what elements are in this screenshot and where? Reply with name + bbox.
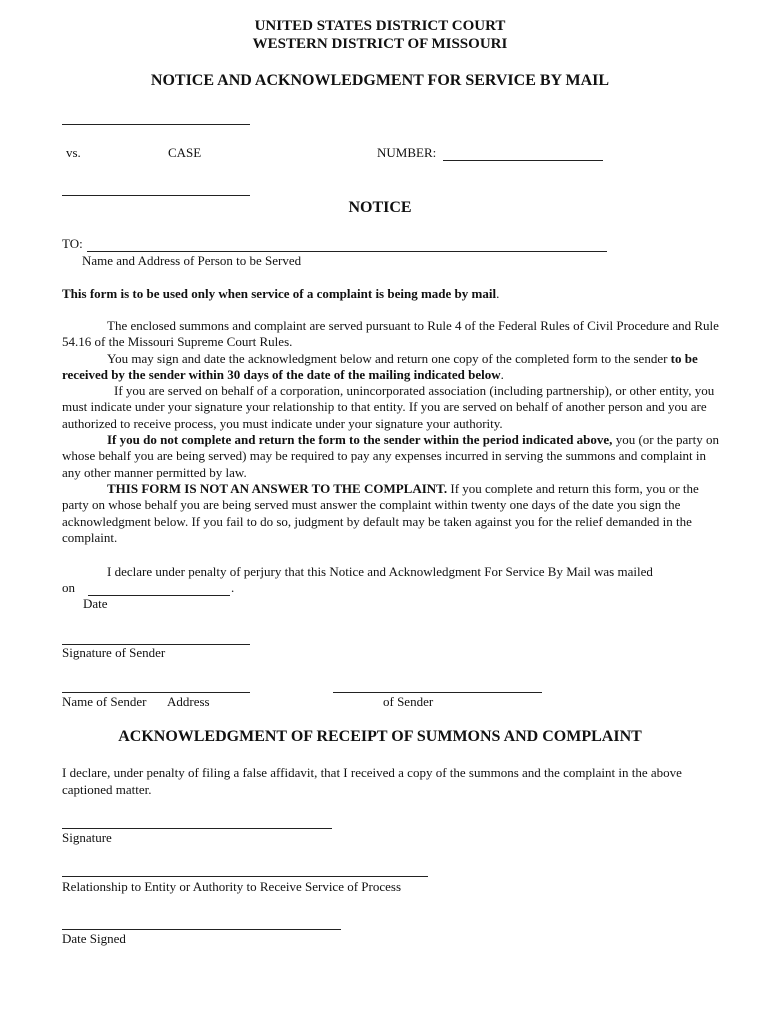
date-caption: Date — [83, 596, 108, 611]
on-label: on — [62, 580, 75, 595]
of-sender-caption: of Sender — [383, 694, 434, 709]
usage-note-end: . — [496, 286, 500, 301]
number-label: NUMBER: — [377, 145, 437, 160]
p5-text-bold: THIS FORM IS NOT AN ANSWER TO THE COMPLAINT. — [107, 480, 448, 496]
p2-text-a: You may sign and date the acknowledgment below and return one copy of the completed form to the sender — [107, 350, 671, 366]
relationship-caption: Relationship to Entity or Authority to Receive Service of Process — [62, 879, 402, 894]
notice-paragraph-5 — [62, 481, 722, 546]
plaintiff-line[interactable] — [62, 124, 250, 125]
vs-label: vs. — [66, 145, 81, 160]
p4-text-bold: If you do not complete and return the form to the sender within the period indicated above, — [107, 432, 613, 448]
recipient-signature-caption: Signature — [62, 830, 112, 845]
p2-text-bold: to be received by the sender within 30 days of the date of the mailing indicated below — [62, 350, 698, 382]
case-label: CASE — [168, 145, 202, 160]
defendant-line[interactable] — [62, 195, 250, 196]
relationship-line[interactable] — [62, 876, 428, 877]
notice-paragraph-3: If you are served on behalf of a corporation, unincorporated association (including partnership), or other entity, you must indicate under your signature your relationship to that entity. If you are served on behalf of another person and you are authorized to receive process, you must indicate under your signature your authority. — [62, 383, 715, 431]
mailing-declaration: I declare under penalty of perjury that this Notice and Acknowledgment For Service By Mail was mailed — [107, 564, 653, 579]
to-label: TO: — [62, 236, 83, 251]
form-title: NOTICE AND ACKNOWLEDGMENT FOR SERVICE BY MAIL — [150, 72, 610, 89]
usage-note-text: This form is to be used only when service of a complaint is being made by mail — [62, 286, 497, 301]
sender-address-line[interactable] — [333, 692, 542, 693]
to-line[interactable] — [87, 251, 607, 252]
case-number-line[interactable] — [443, 160, 603, 161]
on-end: . — [231, 580, 235, 595]
notice-paragraph-4 — [62, 432, 722, 481]
sender-address-caption: Address — [167, 694, 210, 709]
court-name-line2: WESTERN DISTRICT OF MISSOURI — [252, 36, 508, 52]
p2-text-c: . — [500, 366, 504, 382]
to-caption: Name and Address of Person to be Served — [82, 253, 302, 268]
notice-paragraph-1: The enclosed summons and complaint are served pursuant to Rule 4 of the Federal Rules of Civil Procedure and Rule 54.16 of the Missouri Supreme Court Rules. — [62, 318, 719, 350]
court-name-line1: UNITED STATES DISTRICT COURT — [254, 18, 506, 34]
acknowledgment-declaration: I declare, under penalty of filing a false affidavit, that I received a copy of the summons and the complaint in the above captioned matter. — [62, 765, 682, 797]
sender-name-line[interactable] — [62, 692, 250, 693]
recipient-signature-line[interactable] — [62, 828, 332, 829]
notice-paragraph-2 — [62, 351, 722, 384]
mailing-date-line[interactable] — [88, 595, 230, 596]
acknowledgment-title: ACKNOWLEDGMENT OF RECEIPT OF SUMMONS AND COMPLAINT — [118, 728, 642, 745]
p5-text-b: If you complete and return this form, you or the party on whose behalf you are being served must answer the complaint within twenty one days of the date you sign the acknowledgment below. If you fail to do so, judgment by default may be taken against you for the relief demanded in the complaint. — [62, 480, 699, 545]
date-signed-caption: Date Signed — [62, 931, 126, 946]
sender-signature-caption: Signature of Sender — [62, 645, 166, 660]
usage-note — [62, 286, 499, 302]
notice-body — [62, 318, 722, 546]
p4-text-b: you (or the party on whose behalf you are being served) may be required to pay any expenses incurred in serving the summons and complaint in any other manner permitted by law. — [62, 432, 719, 480]
notice-title: NOTICE — [348, 199, 412, 216]
sender-name-caption: Name of Sender — [62, 694, 147, 709]
date-signed-line[interactable] — [62, 929, 341, 930]
